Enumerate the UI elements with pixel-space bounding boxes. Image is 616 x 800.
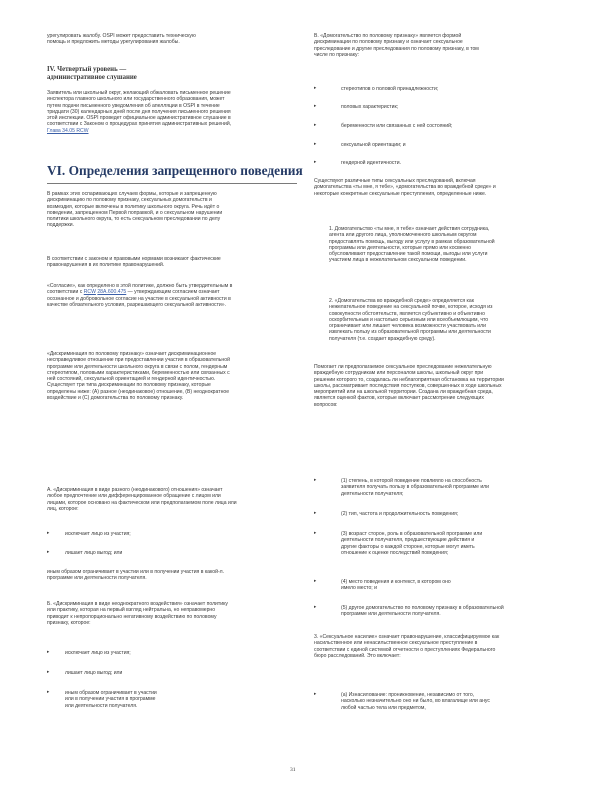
definitions-paragraph-2: В соответствии с законом и правовыми нормами возникают фактические правонарушения в их политике правонарушений.	[47, 256, 221, 269]
level4-paragraph	[47, 90, 237, 134]
consent-text-pre: «Согласие», как определено в этой политике, должно быть утвердительным в соответствии с	[47, 283, 233, 296]
bullet-icon: ▸	[314, 511, 317, 516]
bullet-icon: ▸	[47, 550, 50, 555]
bullet-icon: ▸	[314, 531, 317, 536]
bullet-icon: ▸	[47, 650, 50, 655]
harassment-types-paragraph: Существуют различные типы сексуальных преследований, включая домогательства «ты мне, я тебе», «домогательства во враждебной среде» и некоторые конкретные сексуальные преступления, определенные ниже.	[314, 178, 496, 197]
disparate-impact-paragraph: Б. «Дискриминация в виде неоднократного воздействия» означает политику или практику, которая на первый взгляд нейтральна, но неправомерно приводит к непропорционально негативному воздействию по половому признаку, которое:	[47, 601, 228, 626]
page-number: 31	[290, 767, 296, 773]
different-treatment-tail: иным образом ограничивает в участии или в получении участия в какой-л. программе или деятельности получателя.	[47, 569, 225, 582]
intro-paragraph: урегулировать жалобу. OSPI может предоставить техническую помощь и предложить методы урегулирования жалобы.	[47, 33, 196, 46]
bullet-icon: ▸	[314, 605, 317, 610]
bullet-icon: ▸	[314, 104, 317, 109]
consent-text-post: — утверждающим согласием означает осознанное и добровольное согласие на участие в сексуальной активности в качестве обязательного условия, разрешающего сексуальной активности».	[47, 289, 231, 308]
bullet-icon: ▸	[47, 531, 50, 536]
quid-pro-quo-item: 1. Домогательство «ты мне, я тебе» означает действия сотрудника, агента или другого лица, уполномоченного школьным округом предоставлять помощь, выгоду или услугу в рамках образовательной программы или деятельности, которые прямо или косвенно обусловливают предоставление такой помощи, выгоды или услуги участием лица в нежелательном сексуальном поведении.	[329, 226, 495, 264]
harassment-paragraph: В. «Домогательство по половому признаку» является формой дискриминации по половому признаку и означает сексуальное преследование и другие преследования по половому признаку, в том числе по признаку:	[314, 33, 479, 58]
bullet-icon: ▸	[314, 160, 317, 165]
bullet-icon: ▸	[314, 692, 317, 697]
hostile-environment-evaluation: Помогает ли предполагаемое сексуальное преследование нежелательную враждебную сотрудникам или персоналом школы, школьный округ при решении которого то, создалась ли неблагоприятная обстановка на территории школы, рассматривает последствия поступков, совершенных в ходе школьных мероприятий или на школьной территории. Создана ли враждебная среда, является оценкой фактов, которые включает рассмотрение следующих вопросов:	[314, 364, 504, 408]
bullet-icon: ▸	[314, 86, 317, 91]
consent-link-rcw[interactable]: RCW	[83, 289, 96, 296]
section-divider	[47, 183, 297, 184]
bullet-icon: ▸	[314, 123, 317, 128]
different-treatment-paragraph: A. «Дискриминация в виде разного (неодинакового) отношения» означает любое предпочтение или дифференцированное обращение с лицом или лицами, которое основано на фактическом или предполагаемом поле лица или лиц, которое:	[47, 487, 237, 512]
level4-heading: IV. Четвертый уровень — административное слушание	[47, 66, 137, 81]
level4-text: Заявитель или школьный округ, желающий обжаловать письменное решение инспектора главного школьного или государственного образования, может путем подачи письменного уведомления об апелляции в OSPI в течение тридцати (30) календарных дней после дня получения письменного решения этой инспекции. OSPI проведет официальное административное слушание в соответствии с Законом о процедурах принятия административных решений,	[47, 90, 232, 128]
bullet-icon: ▸	[314, 579, 317, 584]
bullet-icon: ▸	[314, 142, 317, 147]
bullet-icon: ▸	[47, 670, 50, 675]
consent-paragraph	[47, 283, 237, 308]
level4-link[interactable]: Глава 34.05 RCW	[47, 127, 89, 134]
hostile-environment-item: 2. «Домогательства во враждебной среде» определяется как нежелательное поведение на сексуальной почве, которое, исходя из совокупности обстоятельств, является субъективно и объективно оскорбительным и настолько серьезным или всеобъемлющим, что ограничивает или лишает человека возможности участвовать или извлекать пользу из образовательной программы или деятельности получателя (т.е. создает враждебную среду).	[329, 298, 493, 342]
section-title: VI. Определения запрещенного поведения	[47, 163, 303, 178]
bullet-icon: ▸	[314, 478, 317, 483]
consent-link-section[interactable]: 28A.600.475	[97, 289, 127, 296]
sexual-violence-paragraph: 3. «Сексуальное насилие» означает правонарушение, классифицируемое как насильственное или ненасильственное сексуальное преступление в соответствии с единой системой отчетности о преступлениях Федерального бюро расследований. Это включает:	[314, 634, 500, 659]
sex-discrimination-paragraph: «Дискриминация по половому признаку» означает дискриминационное несправедливое отношение при предоставлении участия в образовательной программе или деятельности школьного округа в связи с полом, гендерным стереотипом, половыми характеристиками, беременностью или связанных с ней состояний, сексуальной ориентацией и гендерной идентичностью. Существует три типа дискриминации по половому признаку, которые определены ниже: (A) разное (неодинаковое) отношение, (B) неоднократное воздействие и (C) домогательства по половому признаку.	[47, 351, 230, 402]
bullet-icon: ▸	[47, 690, 50, 695]
definitions-paragraph-1: В рамках этих оспаривающих случаев формы, которые и запрещенную дискриминацию по половому признаку, сексуальных домогательств и возмездия, которые включены в политику школьного округа. Речь идёт о поведении, запрещенном Первой поправкой, и о сексуальном нарушении политики школьного округа, то есть сексуальном преследовании по делу поддержки.	[47, 191, 223, 229]
